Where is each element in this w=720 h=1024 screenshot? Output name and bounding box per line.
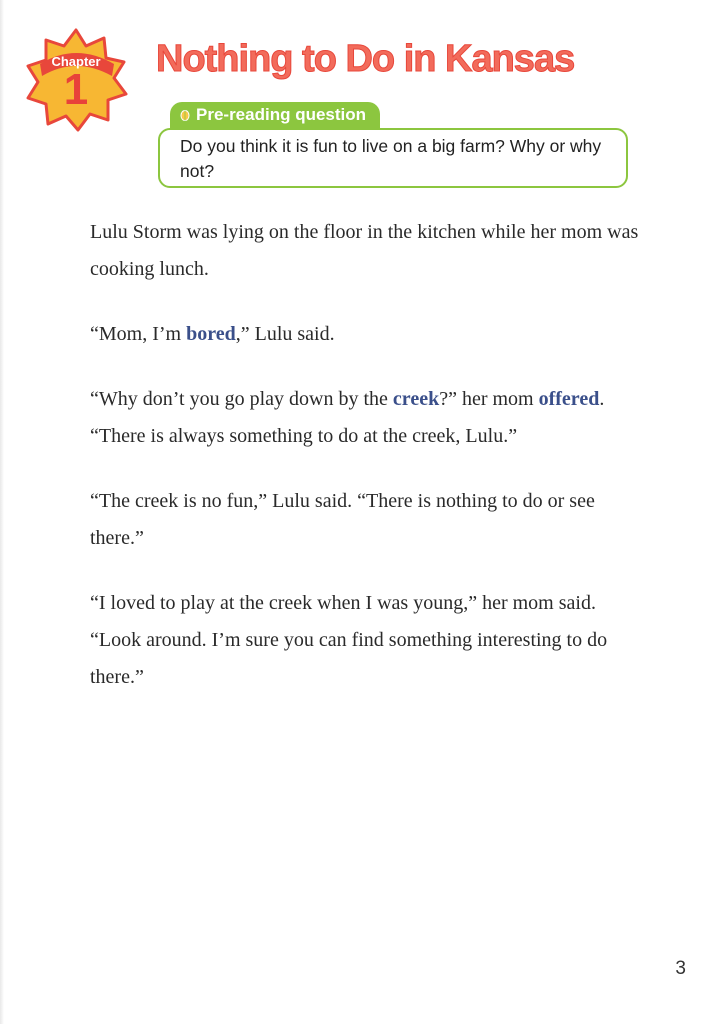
chapter-label: Chapter bbox=[51, 54, 101, 69]
scan-edge bbox=[0, 0, 4, 1024]
vocab-word-bored: bored bbox=[186, 323, 236, 345]
story-body bbox=[90, 214, 650, 724]
page-number: 3 bbox=[675, 958, 686, 979]
text-span: . “There is always something to do at the creek, Lulu.” bbox=[90, 388, 605, 447]
vocab-word-creek: creek bbox=[392, 388, 440, 410]
text-span: “Why don’t you go play down by the bbox=[90, 388, 393, 410]
prereading-label: Pre-reading question bbox=[196, 105, 367, 124]
prereading-question: Do you think it is fun to live on a big farm? Why or why not? bbox=[180, 136, 602, 181]
vocab-word-offered: offered bbox=[538, 388, 600, 410]
text-span: ?” her mom bbox=[439, 388, 539, 410]
story-paragraph-2 bbox=[90, 316, 650, 353]
seed-icon bbox=[180, 109, 190, 121]
chapter-title: Nothing to Do in Kansas bbox=[156, 38, 575, 80]
chapter-badge bbox=[26, 28, 136, 138]
prereading-tab bbox=[170, 102, 380, 128]
story-paragraph-5: “I loved to play at the creek when I was young,” her mom said. “Look around. I’m sure you can find something interesting to do there.” bbox=[90, 592, 608, 688]
story-paragraph-3 bbox=[90, 381, 650, 455]
text-span: ,” Lulu said. bbox=[235, 323, 335, 345]
text-span: “Mom, I’m bbox=[90, 323, 187, 345]
chapter-number: 1 bbox=[63, 65, 89, 114]
story-paragraph-4: “The creek is no fun,” Lulu said. “There is nothing to do or see there.” bbox=[90, 490, 595, 549]
story-paragraph-1: Lulu Storm was lying on the floor in the kitchen while her mom was cooking lunch. bbox=[90, 221, 639, 280]
